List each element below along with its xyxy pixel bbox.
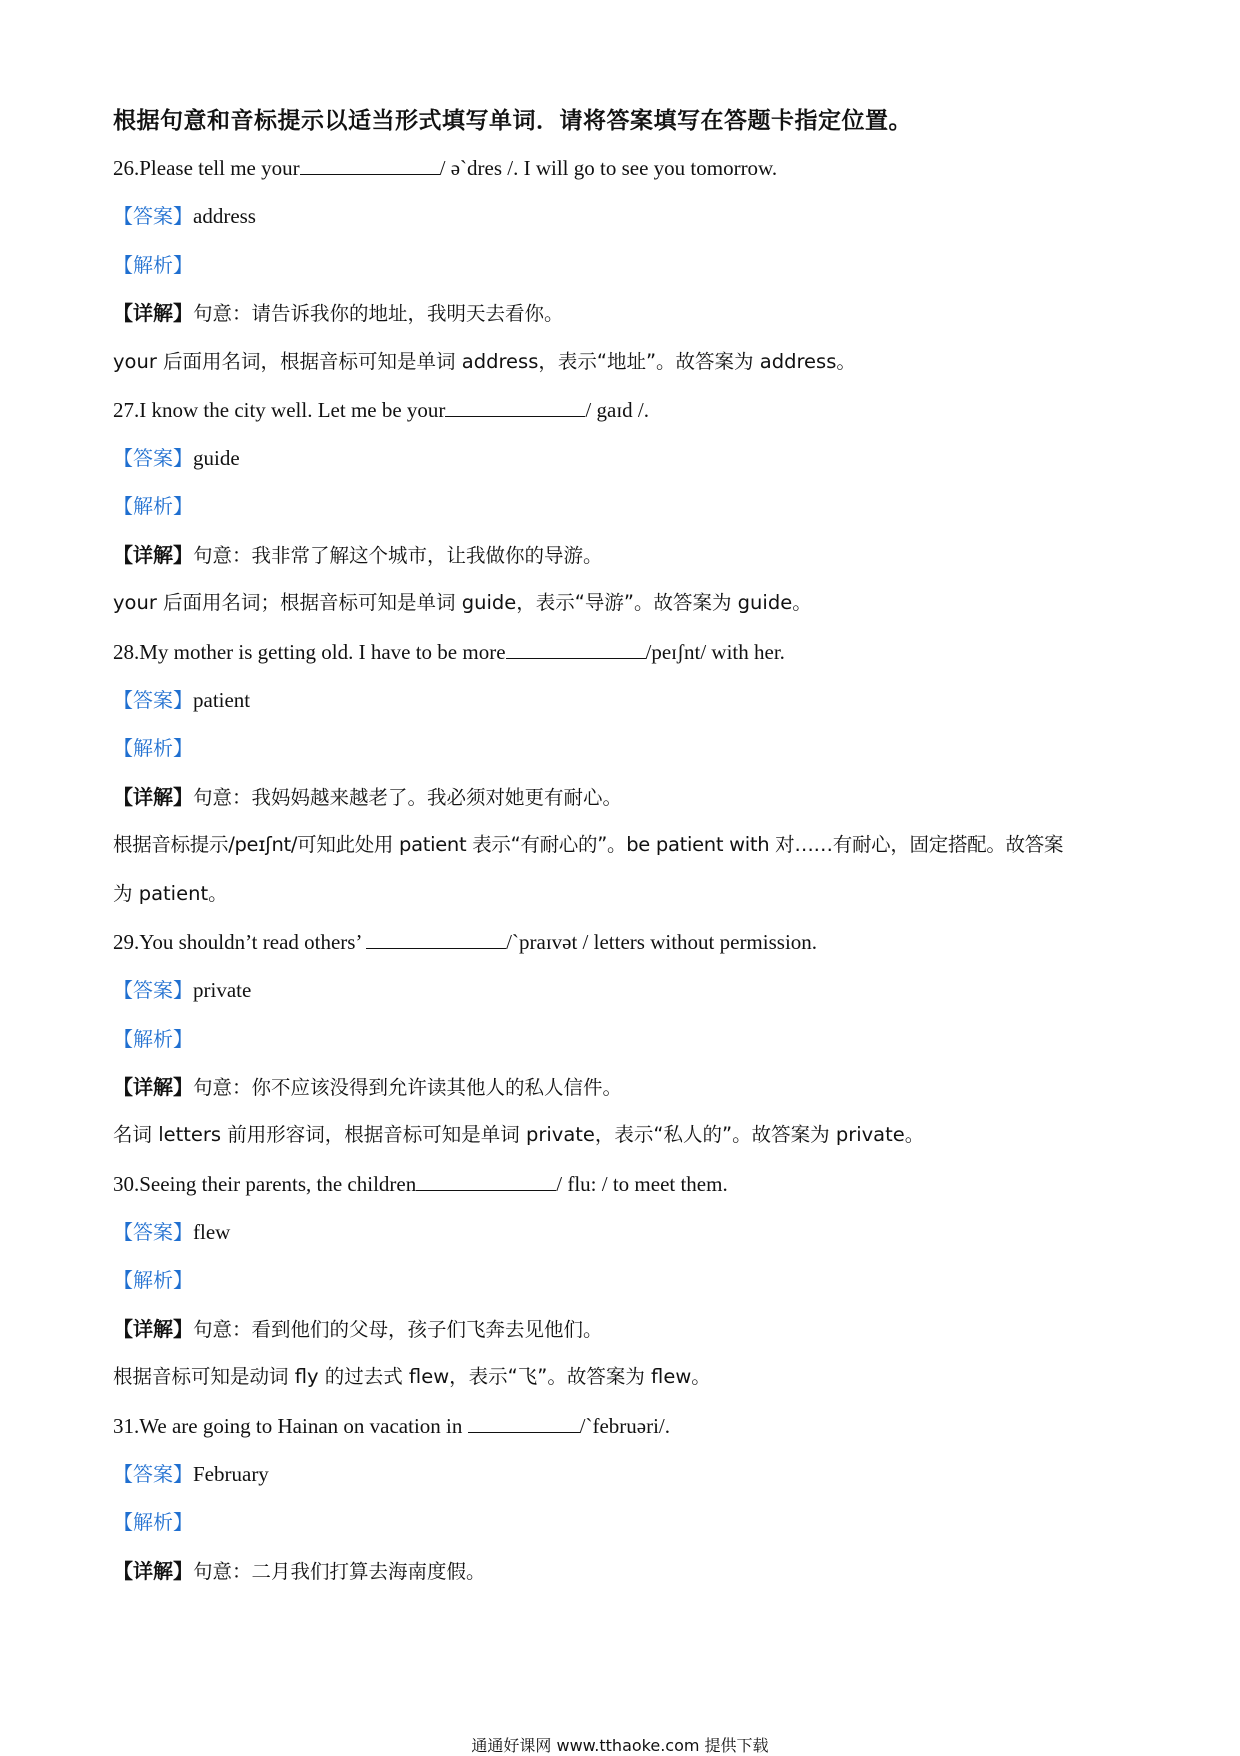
analysis-29 <box>113 1025 193 1053</box>
detail-label: 【详解】 <box>113 1559 193 1583</box>
answer-blank <box>416 1172 556 1191</box>
question-26: 26.Please tell me your / ə`dres /. I will go to see you tomorrow. <box>113 156 778 180</box>
answer-31: 【答案】February <box>113 1462 269 1486</box>
detail-label: 【详解】 <box>113 301 193 325</box>
answer-blank <box>506 640 646 659</box>
question-30: 30.Seeing their parents, the children / flu: / to meet them. <box>113 1172 728 1196</box>
answer-30: 【答案】flew <box>113 1220 231 1244</box>
answer-label: 【答案】 <box>113 1462 193 1486</box>
answer-26: 【答案】address <box>113 204 256 228</box>
analysis-31 <box>113 1508 193 1536</box>
answer-label: 【答案】 <box>113 688 193 712</box>
answer-29: 【答案】private <box>113 978 252 1002</box>
analysis-28 <box>113 734 193 762</box>
analysis-label: 【解析】 <box>113 736 193 760</box>
answer-28: 【答案】patient <box>113 688 251 712</box>
explanation-28-cont: 为 patient。 <box>113 882 228 905</box>
question-27: 27.I know the city well. Let me be your / gaɪd /. <box>113 398 649 422</box>
answer-label: 【答案】 <box>113 978 193 1002</box>
answer-label: 【答案】 <box>113 1220 193 1244</box>
detail-31: 【详解】句意：二月我们打算去海南度假。 <box>113 1559 486 1583</box>
explanation-26: your 后面用名词，根据音标可知是单词 address，表示“地址”。故答案为 address。 <box>113 350 856 373</box>
analysis-27 <box>113 492 193 520</box>
explanation-29: 名词 letters 前用形容词，根据音标可知是单词 private，表示“私人的”。故答案为 private。 <box>113 1123 925 1146</box>
answer-blank <box>468 1414 580 1433</box>
detail-label: 【详解】 <box>113 785 193 809</box>
detail-label: 【详解】 <box>113 1317 193 1341</box>
detail-26: 【详解】句意：请告诉我你的地址，我明天去看你。 <box>113 301 564 325</box>
answer-blank <box>366 930 506 949</box>
analysis-label: 【解析】 <box>113 1268 193 1292</box>
explanation-27: your 后面用名词；根据音标可知是单词 guide，表示“导游”。故答案为 guide。 <box>113 591 812 614</box>
analysis-label: 【解析】 <box>113 1510 193 1534</box>
detail-label: 【详解】 <box>113 1075 193 1099</box>
question-31: 31.We are going to Hainan on vacation in /`februəri/. <box>113 1414 670 1438</box>
explanation-30: 根据音标可知是动词 fly 的过去式 flew，表示“飞”。故答案为 flew。 <box>113 1365 711 1388</box>
question-29: 29.You shouldn’t read others’ /`praɪvət / letters without permission. <box>113 930 818 954</box>
question-28: 28.My mother is getting old. I have to be more /peɪʃnt/ with her. <box>113 640 785 664</box>
explanation-28: 根据音标提示/peɪʃnt/可知此处用 patient 表示“有耐心的”。be patient with 对……有耐心，固定搭配。故答案 <box>113 833 1064 856</box>
analysis-30 <box>113 1266 193 1294</box>
page-footer: 通通好课网 www.tthaoke.com 提供下载 <box>471 1736 769 1755</box>
answer-blank <box>300 156 440 175</box>
answer-label: 【答案】 <box>113 446 193 470</box>
detail-27: 【详解】句意：我非常了解这个城市，让我做你的导游。 <box>113 543 603 567</box>
detail-label: 【详解】 <box>113 543 193 567</box>
analysis-label: 【解析】 <box>113 253 193 277</box>
answer-label: 【答案】 <box>113 204 193 228</box>
analysis-label: 【解析】 <box>113 494 193 518</box>
analysis-label: 【解析】 <box>113 1027 193 1051</box>
detail-28: 【详解】句意：我妈妈越来越老了。我必须对她更有耐心。 <box>113 785 623 809</box>
detail-29: 【详解】句意：你不应该没得到允许读其他人的私人信件。 <box>113 1075 623 1099</box>
analysis-26 <box>113 251 193 279</box>
detail-30: 【详解】句意：看到他们的父母，孩子们飞奔去见他们。 <box>113 1317 603 1341</box>
instruction-heading: 根据句意和音标提示以适当形式填写单词．请将答案填写在答题卡指定位置。 <box>113 108 912 134</box>
answer-27: 【答案】guide <box>113 446 240 470</box>
answer-blank <box>445 398 585 417</box>
